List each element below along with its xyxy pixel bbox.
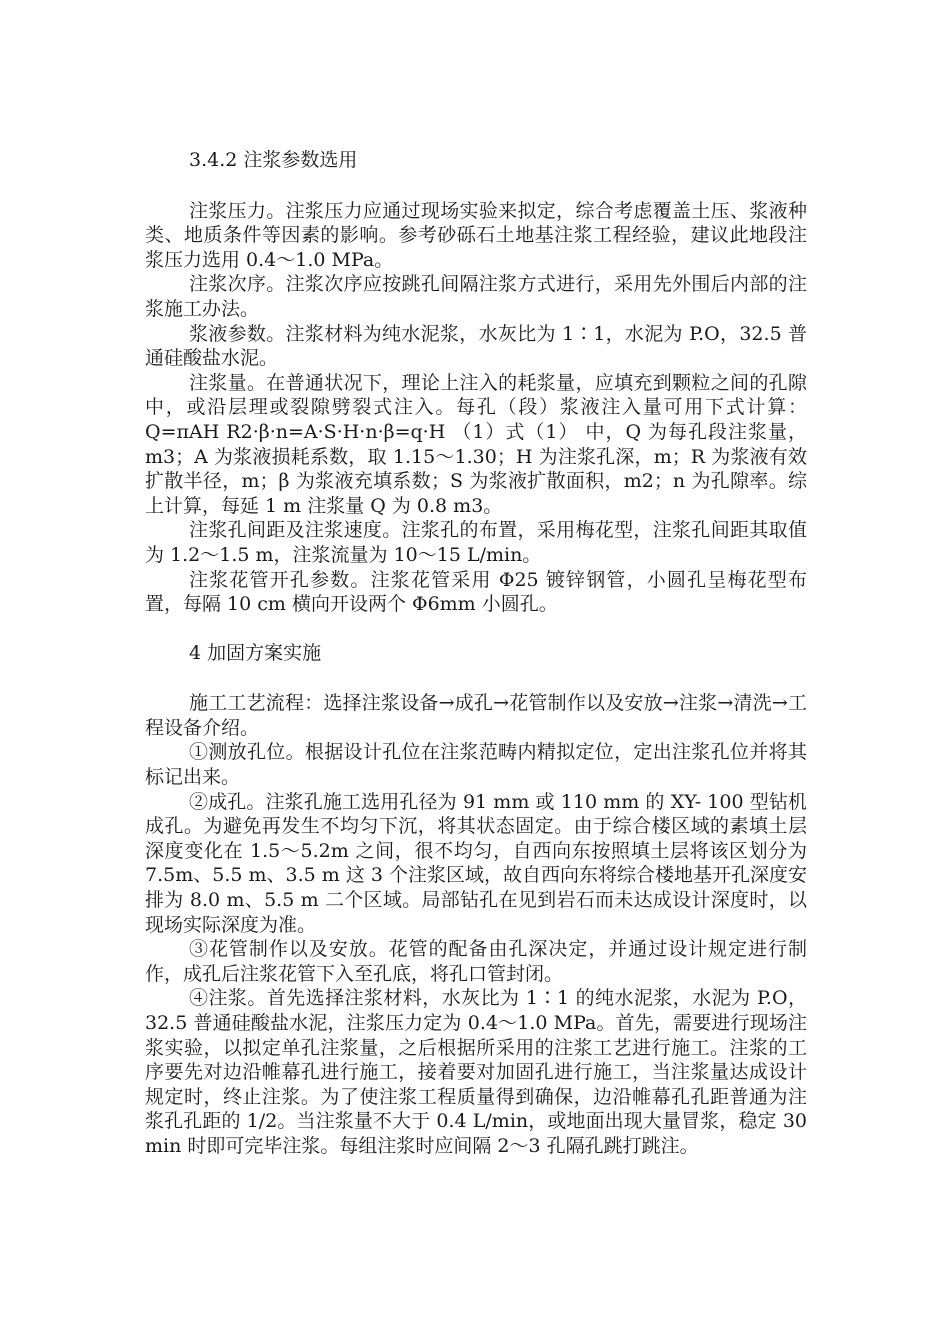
paragraph-hole-spacing: 注浆孔间距及注浆速度。注浆孔的布置，采用梅花型，注浆孔间距其取值为 1.2～1.5 m，注浆流量为 10～15 L/min。 xyxy=(145,519,807,566)
paragraph-step-2: ②成孔。注浆孔施工选用孔径为 91 mm 或 110 mm 的 XY- 100 型钻机成孔。为避免再发生不均匀下沉，将其状态固定。由于综合楼区域的素填土层深度变化在 1.5～5.2m 之间，很不均匀，自西向东按照填土层将该区划分为 7.5m、5.5 m、3.5 m 这 3 个注浆区域，故自西向东将综合楼地基开孔深度安排为 8.0 m、5.5 m 二个区域。局部钻孔在见到岩石而未达成设计深度时，以现场实际深度为准。 xyxy=(145,790,807,936)
document-page xyxy=(145,0,807,1344)
section-heading-4: 4 加固方案实施 xyxy=(189,641,322,664)
paragraph-perforated-pipe: 注浆花管开孔参数。注浆花管采用 Φ25 镀锌钢管，小圆孔呈梅花型布置，每隔 10 cm 横向开设两个 Φ6mm 小圆孔。 xyxy=(145,568,807,616)
paragraph-process-flow: 施工工艺流程：选择注浆设备→成孔→花管制作以及安放→注浆→清洗→工程设备介绍。 xyxy=(145,692,807,739)
paragraph-step-3: ③花管制作以及安放。花管的配备由孔深决定，并通过设计规定进行制作，成孔后注浆花管下入至孔底，将孔口管封闭。 xyxy=(145,938,807,985)
section-heading-3-4-2: 3.4.2 注浆参数选用 xyxy=(189,149,358,171)
paragraph-grouting-volume: 注浆量。在普通状况下，理论上注入的耗浆量，应填充到颗粒之间的孔隙中，或沿层理或裂隙劈裂式注入。每孔（段）浆液注入量可用下式计算：Q=πAH R2·β·n=A·S·H·n·β=q·H （1）式（1） 中，Q 为每孔段注浆量，m3；A 为浆液损耗系数，取 1.15～1.30；H 为注浆孔深，m；R 为浆液有效扩散半径，m；β 为浆液充填系数；S 为浆液扩散面积，m2；n 为孔隙率。综上计算，每延 1 m 注浆量 Q 为 0.8 m3。 xyxy=(145,371,807,517)
paragraph-step-1: ①测放孔位。根据设计孔位在注浆范畴内精拟定位，定出注浆孔位并将其标记出来。 xyxy=(145,741,807,789)
paragraph-step-4: ④注浆。首先选择注浆材料，水灰比为 1∶1 的纯水泥浆，水泥为 P.O，32.5 普通硅酸盐水泥，注浆压力定为 0.4～1.0 MPa。首先，需要进行现场注浆实验，以拟定单孔注浆量，之后根据所采用的注浆工艺进行施工。注浆的工序要先对边沿帷幕孔进行施工，接着要对加固孔进行施工，当注浆量达成设计规定时，终止注浆。为了使注浆工程质量得到确保，边沿帷幕孔孔距普通为注浆孔孔距的 1/2。当注浆量不大于 0.4 L/min，或地面出现大量冒浆，稳定 30 min 时即可完毕注浆。每组注浆时应间隔 2～3 孔隔孔跳打跳注。 xyxy=(145,987,807,1157)
paragraph-grouting-pressure: 注浆压力。注浆压力应通过现场实验来拟定，综合考虑覆盖土压、浆液种类、地质条件等因素的影响。参考砂砾石土地基注浆工程经验，建议此地段注浆压力选用 0.4～1.0 MPa。 xyxy=(145,199,807,271)
paragraph-grouting-sequence: 注浆次序。注浆次序应按跳孔间隔注浆方式进行，采用先外围后内部的注浆施工办法。 xyxy=(145,273,807,320)
paragraph-slurry-parameters: 浆液参数。注浆材料为纯水泥浆，水灰比为 1∶1，水泥为 P.O，32.5 普通硅酸盐水泥。 xyxy=(145,322,807,370)
